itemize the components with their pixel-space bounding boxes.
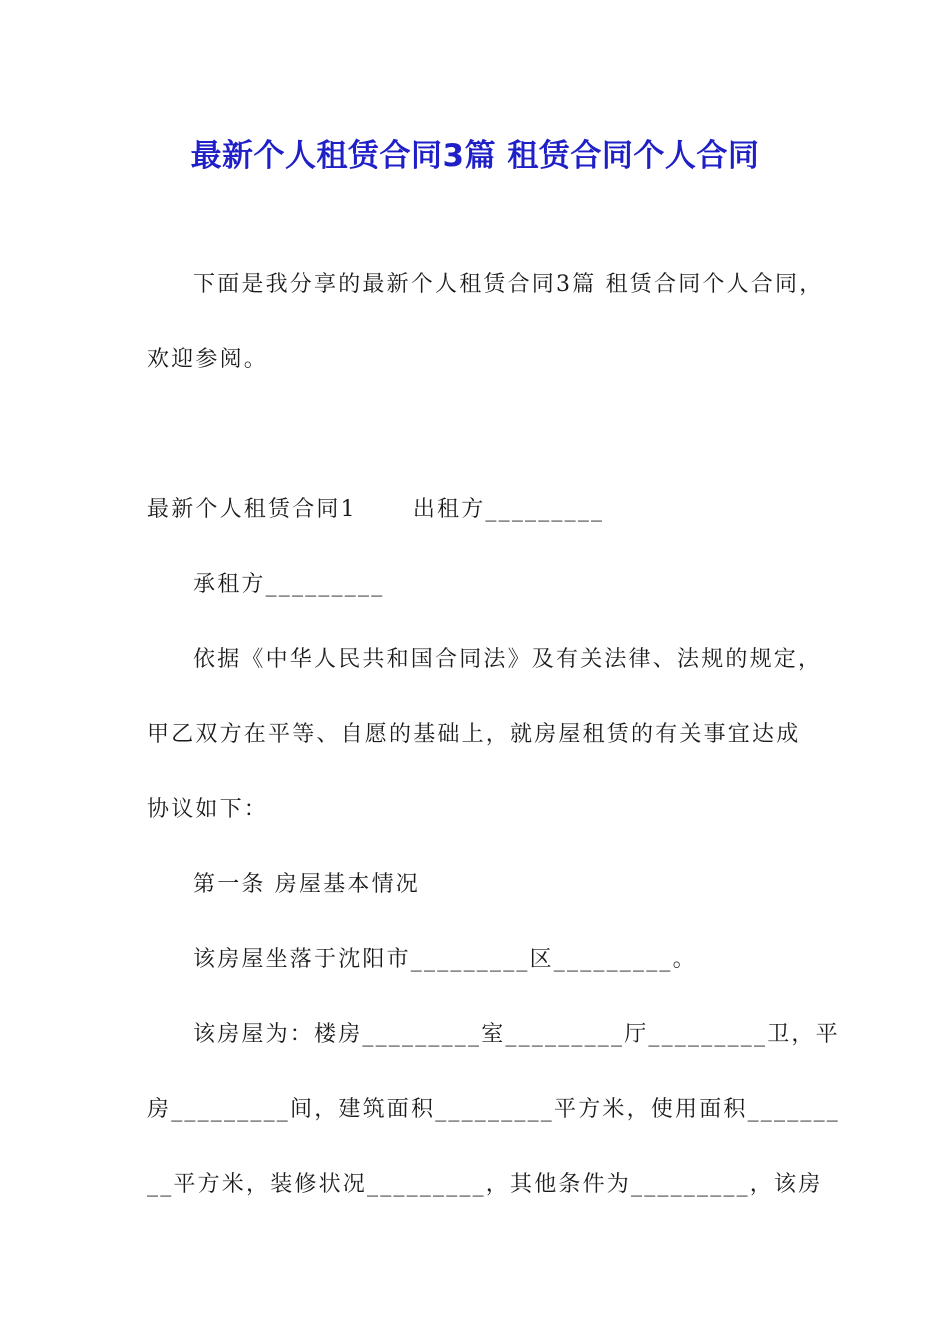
contract-1-heading-line	[147, 495, 604, 525]
house-type-line-1: 该房屋为：楼房_________室_________厅_________卫，平	[193, 1022, 840, 1047]
document-title: 最新个人租赁合同3篇 租赁合同个人合同	[190, 138, 760, 174]
basis-paragraph-line-3: 协议如下：	[147, 797, 269, 822]
article-1-heading: 第一条 房屋基本情况	[193, 872, 420, 897]
intro-paragraph-line-1: 下面是我分享的最新个人租赁合同3篇 租赁合同个人合同，	[193, 272, 824, 297]
house-type-line-2: 房_________间，建筑面积_________平方米，使用面积_______	[147, 1097, 841, 1122]
contract-1-heading: 最新个人租赁合同1	[147, 497, 357, 522]
basis-paragraph-line-2: 甲乙双方在平等、自愿的基础上，就房屋租赁的有关事宜达成	[147, 722, 801, 747]
lessor-field: 出租方_________	[412, 497, 605, 522]
lessee-field: 承租方_________	[193, 572, 385, 597]
house-type-line-3: __平方米，装修状况_________，其他条件为_________，该房	[147, 1172, 823, 1197]
house-location-line: 该房屋坐落于沈阳市_________区_________。	[193, 947, 697, 972]
intro-paragraph-line-2: 欢迎参阅。	[147, 347, 269, 372]
basis-paragraph-line-1: 依据《中华人民共和国合同法》及有关法律、法规的规定，	[193, 647, 823, 672]
